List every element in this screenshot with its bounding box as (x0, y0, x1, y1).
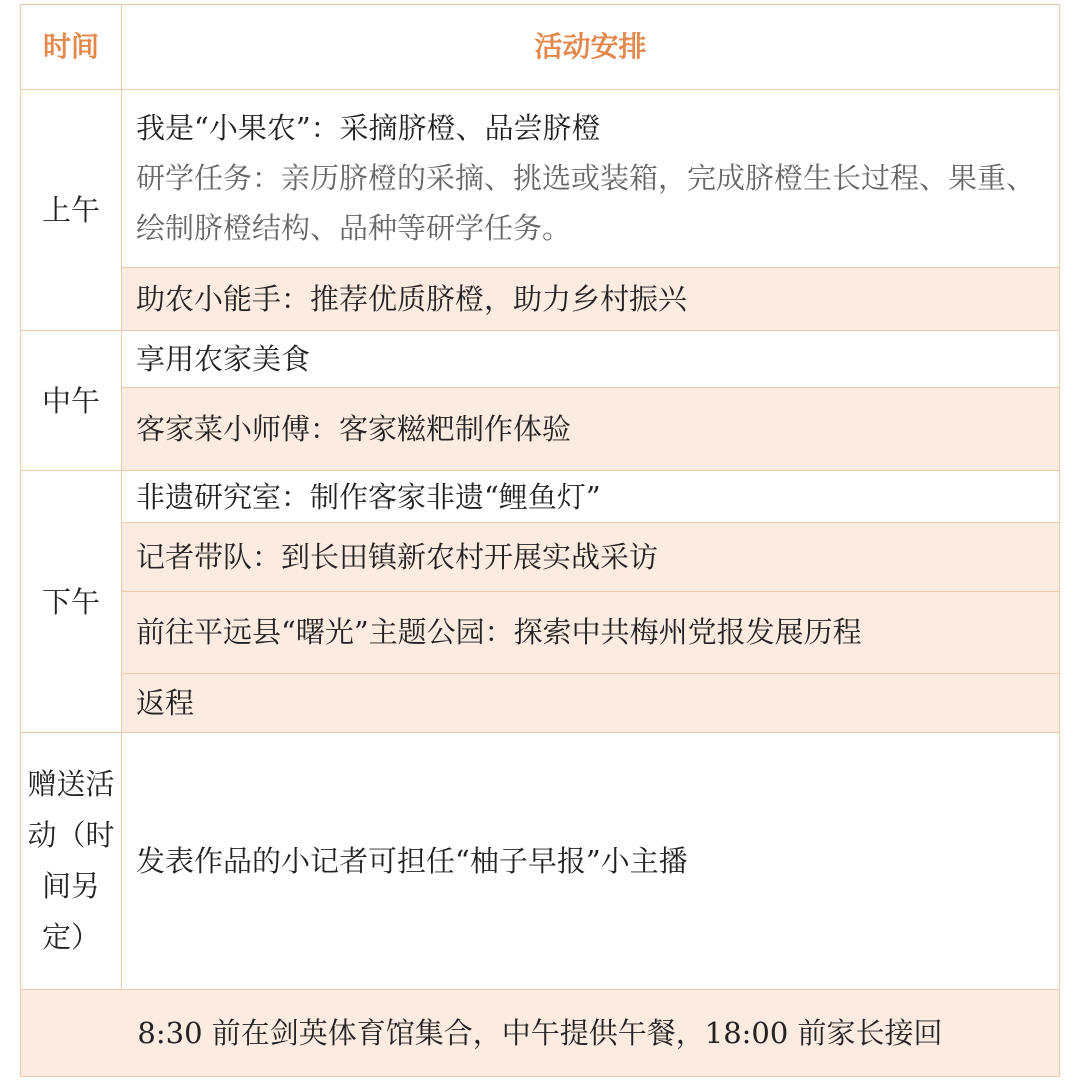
afternoon-item-4: 返程 (122, 673, 1060, 732)
morning-item-1-task: 研学任务：亲历脐橙的采摘、挑选或装箱，完成脐橙生长过程、果重、绘制脐橙结构、品种等研学任务。 (136, 161, 1036, 246)
time-afternoon: 下午 (21, 471, 122, 733)
afternoon-row-4 (21, 673, 1060, 732)
morning-row-2 (21, 267, 1060, 330)
afternoon-row-3 (21, 591, 1060, 673)
afternoon-row-2 (21, 523, 1060, 591)
noon-row-2 (21, 388, 1060, 471)
time-morning: 上午 (21, 90, 122, 331)
time-noon: 中午 (21, 330, 122, 470)
gift-row (21, 732, 1060, 989)
table-header-row (21, 5, 1060, 90)
noon-item-1: 享用农家美食 (122, 330, 1060, 387)
afternoon-item-2: 记者带队：到长田镇新农村开展实战采访 (122, 523, 1060, 591)
time-gift: 赠送活动（时间另定） (21, 732, 122, 989)
gift-item: 发表作品的小记者可担任“柚子早报”小主播 (122, 732, 1060, 989)
noon-row-1 (21, 330, 1060, 387)
header-time: 时间 (21, 5, 122, 90)
footer-note: 8:30 前在剑英体育馆集合，中午提供午餐，18:00 前家长接回 (21, 989, 1060, 1076)
noon-item-2: 客家菜小师傅：客家糍粑制作体验 (122, 388, 1060, 471)
afternoon-item-3: 前往平远县“曙光”主题公园：探索中共梅州党报发展历程 (122, 591, 1060, 673)
afternoon-row-1 (21, 471, 1060, 523)
header-activity: 活动安排 (122, 5, 1060, 90)
morning-row-1 (21, 90, 1060, 267)
morning-item-2: 助农小能手：推荐优质脐橙，助力乡村振兴 (122, 267, 1060, 330)
schedule-table (20, 4, 1060, 1077)
footer-row (21, 989, 1060, 1076)
morning-item-1-title: 我是“小果农”：采摘脐橙、品尝脐橙 (136, 111, 601, 146)
afternoon-item-1: 非遗研究室：制作客家非遗“鲤鱼灯” (122, 471, 1060, 523)
morning-item-1 (122, 90, 1060, 267)
